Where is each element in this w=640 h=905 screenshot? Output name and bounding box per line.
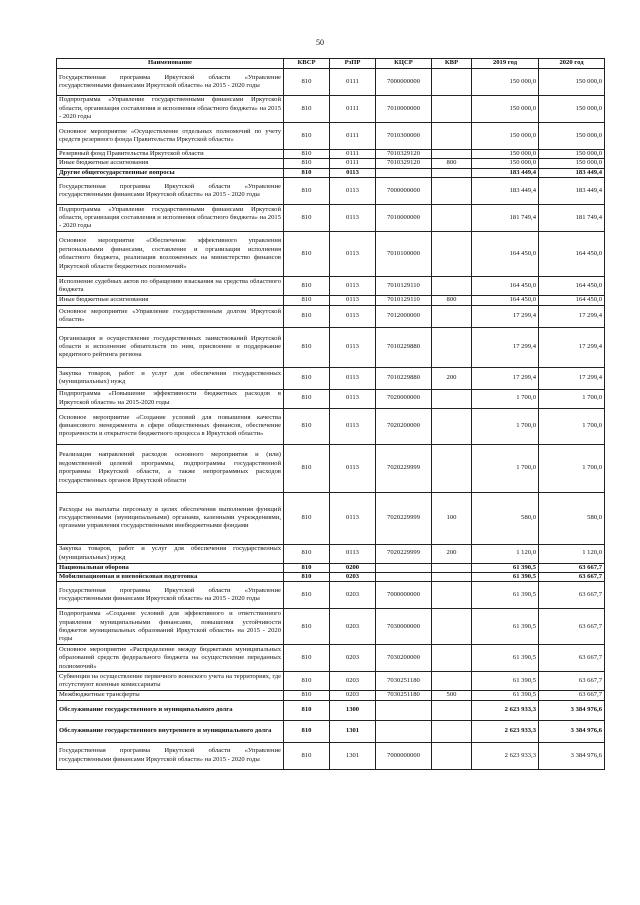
- cell-rzpr: 1301: [330, 742, 376, 769]
- cell-kvr: [432, 444, 472, 492]
- cell-2019: 164 450,0: [472, 296, 539, 305]
- cell-kvsr: 810: [284, 69, 330, 96]
- cell-2019: 61 390,5: [472, 609, 539, 645]
- cell-kcsr: 7030251180: [376, 672, 432, 691]
- cell-kvsr: 810: [284, 232, 330, 277]
- cell-rzpr: 0113: [330, 389, 376, 408]
- cell-2019: 61 390,5: [472, 645, 539, 672]
- table-body: [57, 69, 605, 770]
- cell-kvsr: 810: [284, 609, 330, 645]
- header-name: Наименование: [57, 59, 284, 69]
- cell-kvr: [432, 69, 472, 96]
- table-row: [57, 327, 605, 367]
- cell-2020: 183 449,4: [539, 168, 605, 177]
- cell-kcsr: 7020200000: [376, 408, 432, 444]
- cell-rzpr: 0113: [330, 492, 376, 544]
- cell-kcsr: 7000000000: [376, 742, 432, 769]
- cell-kcsr: 7010229880: [376, 367, 432, 389]
- cell-2020: 17 299,4: [539, 367, 605, 389]
- cell-2019: 164 450,0: [472, 232, 539, 277]
- cell-kvsr: 810: [284, 544, 330, 563]
- cell-name: Реализация направлений расходов основного мероприятия и (или) ведомственной целевой программы, подпрограммы государственной программы Иркутской области, а также непрограммных расходов государственных органов Иркутской области: [57, 444, 284, 492]
- cell-2020: 3 384 976,6: [539, 720, 605, 742]
- cell-kvsr: 810: [284, 742, 330, 769]
- table-row: [57, 389, 605, 408]
- cell-kvr: [432, 96, 472, 123]
- cell-2019: 2 623 933,3: [472, 700, 539, 720]
- cell-kvsr: 810: [284, 150, 330, 159]
- table-row: [57, 672, 605, 691]
- cell-kvr: [432, 389, 472, 408]
- cell-2020: 164 450,0: [539, 296, 605, 305]
- cell-kvsr: 810: [284, 327, 330, 367]
- cell-kvsr: 810: [284, 367, 330, 389]
- cell-2020: 63 667,7: [539, 609, 605, 645]
- cell-name: Государственная программа Иркутской области «Управление государственными финансами Иркутской области» на 2015 - 2020 годы: [57, 582, 284, 609]
- cell-kcsr: 7020000000: [376, 389, 432, 408]
- cell-rzpr: 1301: [330, 720, 376, 742]
- cell-kcsr: [376, 573, 432, 582]
- header-rzpr: РзПР: [330, 59, 376, 69]
- cell-rzpr: 0111: [330, 123, 376, 150]
- cell-name: Подпрограмма «Создание условий для эффективного и ответственного управления муниципальными финансами, повышения устойчивости бюджетов муниципальных образований Иркутской области» на 2015 - 2020 годы: [57, 609, 284, 645]
- cell-kvsr: 810: [284, 582, 330, 609]
- cell-2020: 164 450,0: [539, 277, 605, 296]
- cell-kvr: [432, 582, 472, 609]
- cell-rzpr: 0113: [330, 205, 376, 232]
- cell-kvsr: 810: [284, 159, 330, 168]
- cell-rzpr: 0203: [330, 582, 376, 609]
- cell-kvr: 800: [432, 159, 472, 168]
- cell-kvr: 800: [432, 296, 472, 305]
- cell-2019: 181 749,4: [472, 205, 539, 232]
- table-row: [57, 150, 605, 159]
- cell-2020: 17 299,4: [539, 327, 605, 367]
- cell-2019: 61 390,5: [472, 573, 539, 582]
- cell-kcsr: 7010100000: [376, 232, 432, 277]
- cell-kcsr: 7010000000: [376, 205, 432, 232]
- cell-2020: 63 667,7: [539, 672, 605, 691]
- cell-name: Основное мероприятие «Управление государственным долгом Иркутской области»: [57, 305, 284, 327]
- cell-name: Обслуживание государственного внутреннего и муниципального долга: [57, 720, 284, 742]
- cell-rzpr: 0111: [330, 96, 376, 123]
- cell-kvr: [432, 720, 472, 742]
- cell-kvr: [432, 742, 472, 769]
- cell-name: Государственная программа Иркутской области «Управление государственными финансами Иркутской области» на 2015 - 2020 годы: [57, 69, 284, 96]
- cell-2019: 150 000,0: [472, 159, 539, 168]
- table-row: [57, 645, 605, 672]
- cell-2019: 17 299,4: [472, 367, 539, 389]
- cell-kvr: [432, 168, 472, 177]
- cell-2020: 3 384 976,6: [539, 742, 605, 769]
- cell-2020: 183 449,4: [539, 178, 605, 205]
- cell-kvr: [432, 178, 472, 205]
- cell-2019: 61 390,5: [472, 672, 539, 691]
- cell-name: Резервный фонд Правительства Иркутской области: [57, 150, 284, 159]
- cell-kvsr: 810: [284, 123, 330, 150]
- cell-rzpr: 1300: [330, 700, 376, 720]
- cell-name: Организация и осуществление государственных заимствований Иркутской области и исполнение обязательств по ним, присвоение и поддержание кредитного рейтинга региона: [57, 327, 284, 367]
- cell-kvsr: 810: [284, 96, 330, 123]
- cell-2019: 1 700,0: [472, 408, 539, 444]
- budget-table: [56, 58, 605, 770]
- cell-kvr: [432, 609, 472, 645]
- cell-kvsr: 810: [284, 691, 330, 700]
- cell-kcsr: 7010329120: [376, 150, 432, 159]
- cell-kcsr: 7010129110: [376, 296, 432, 305]
- cell-rzpr: 0203: [330, 645, 376, 672]
- cell-rzpr: 0113: [330, 178, 376, 205]
- cell-2019: 183 449,4: [472, 178, 539, 205]
- cell-rzpr: 0113: [330, 277, 376, 296]
- table-row: [57, 205, 605, 232]
- cell-kcsr: 7010129110: [376, 277, 432, 296]
- budget-table-container: [56, 58, 604, 770]
- cell-2020: 150 000,0: [539, 159, 605, 168]
- table-row: [57, 69, 605, 96]
- cell-kvr: [432, 563, 472, 572]
- cell-2019: 1 120,0: [472, 544, 539, 563]
- cell-name: Подпрограмма «Управление государственными финансами Иркутской области, организация составления и исполнения областного бюджета» на 2015 - 2020 годы: [57, 96, 284, 123]
- cell-rzpr: 0203: [330, 609, 376, 645]
- cell-kvr: [432, 645, 472, 672]
- cell-rzpr: 0111: [330, 150, 376, 159]
- cell-kcsr: 7020229999: [376, 444, 432, 492]
- cell-2019: 61 390,5: [472, 563, 539, 572]
- cell-rzpr: 0113: [330, 232, 376, 277]
- cell-2019: 61 390,5: [472, 691, 539, 700]
- cell-kvsr: 810: [284, 492, 330, 544]
- table-row: [57, 178, 605, 205]
- cell-name: Основное мероприятие «Обеспечение эффективного управления региональными финансами, составление и организация исполнения областного бюджета, реализация возложенных на министерство финансов Иркутской области бюджетных полномочий»: [57, 232, 284, 277]
- cell-kcsr: 7010300000: [376, 123, 432, 150]
- cell-kvr: [432, 327, 472, 367]
- cell-kcsr: [376, 563, 432, 572]
- table-row: [57, 96, 605, 123]
- table-row: [57, 296, 605, 305]
- cell-2019: 150 000,0: [472, 123, 539, 150]
- cell-rzpr: 0113: [330, 305, 376, 327]
- page-number: 50: [316, 38, 324, 47]
- cell-rzpr: 0203: [330, 691, 376, 700]
- cell-name: Мобилизационная и вневойсковая подготовка: [57, 573, 284, 582]
- cell-2019: 17 299,4: [472, 327, 539, 367]
- cell-2019: 2 623 933,3: [472, 742, 539, 769]
- cell-kvsr: 810: [284, 205, 330, 232]
- cell-2019: 150 000,0: [472, 96, 539, 123]
- cell-kvsr: 810: [284, 444, 330, 492]
- table-row: [57, 492, 605, 544]
- cell-kcsr: 7030000000: [376, 609, 432, 645]
- cell-2020: 164 450,0: [539, 232, 605, 277]
- table-row: [57, 444, 605, 492]
- cell-name: Межбюджетные трансферты: [57, 691, 284, 700]
- cell-2020: 181 749,4: [539, 205, 605, 232]
- cell-kcsr: [376, 168, 432, 177]
- cell-name: Иные бюджетные ассигнования: [57, 296, 284, 305]
- table-row: [57, 700, 605, 720]
- cell-kvsr: 810: [284, 389, 330, 408]
- header-kvr: КВР: [432, 59, 472, 69]
- cell-2019: 1 700,0: [472, 389, 539, 408]
- table-row: [57, 582, 605, 609]
- cell-kvsr: 810: [284, 573, 330, 582]
- cell-2019: 580,0: [472, 492, 539, 544]
- header-kvsr: КВСР: [284, 59, 330, 69]
- cell-rzpr: 0113: [330, 408, 376, 444]
- cell-kcsr: 7000000000: [376, 69, 432, 96]
- cell-kvr: 200: [432, 367, 472, 389]
- header-2020: 2020 год: [539, 59, 605, 69]
- cell-name: Подпрограмма «Управление государственными финансами Иркутской области, организация составления и исполнения областного бюджета» на 2015 - 2020 годы: [57, 205, 284, 232]
- cell-name: Исполнение судебных актов по обращению взыскания на средства областного бюджета: [57, 277, 284, 296]
- cell-kvsr: 810: [284, 296, 330, 305]
- cell-kvr: [432, 277, 472, 296]
- cell-name: Субвенции на осуществление первичного воинского учета на территориях, где отсутствуют военные комиссариаты: [57, 672, 284, 691]
- cell-kvr: [432, 150, 472, 159]
- cell-kcsr: 7030251180: [376, 691, 432, 700]
- cell-name: Основное мероприятие «Распределение между бюджетами муниципальных образований средств федерального бюджета на осуществление переданных полномочий»: [57, 645, 284, 672]
- table-header-row: [57, 59, 605, 69]
- cell-2019: 150 000,0: [472, 69, 539, 96]
- cell-2019: 17 299,4: [472, 305, 539, 327]
- cell-kvr: 200: [432, 544, 472, 563]
- cell-2020: 1 700,0: [539, 408, 605, 444]
- cell-name: Государственная программа Иркутской области «Управление государственными финансами Иркутской области» на 2015 - 2020 годы: [57, 178, 284, 205]
- cell-2020: 1 700,0: [539, 389, 605, 408]
- cell-rzpr: 0203: [330, 672, 376, 691]
- cell-2020: 150 000,0: [539, 69, 605, 96]
- cell-rzpr: 0111: [330, 69, 376, 96]
- cell-name: Расходы на выплаты персоналу в целях обеспечения выполнения функций государственными (муниципальными) органами, казенными учреждениями, органами управления государственными внебюджетными фондами: [57, 492, 284, 544]
- cell-kvsr: 810: [284, 645, 330, 672]
- cell-2020: 63 667,7: [539, 691, 605, 700]
- cell-2020: 63 667,7: [539, 645, 605, 672]
- cell-rzpr: 0113: [330, 367, 376, 389]
- cell-rzpr: 0113: [330, 544, 376, 563]
- cell-2019: 2 623 933,3: [472, 720, 539, 742]
- cell-name: Государственная программа Иркутской области «Управление государственными финансами Иркутской области» на 2015 - 2020 годы: [57, 742, 284, 769]
- table-row: [57, 563, 605, 572]
- table-row: [57, 305, 605, 327]
- cell-kcsr: [376, 700, 432, 720]
- cell-2019: 150 000,0: [472, 150, 539, 159]
- cell-kvsr: 810: [284, 178, 330, 205]
- cell-kcsr: 7030200000: [376, 645, 432, 672]
- cell-kvsr: 810: [284, 700, 330, 720]
- table-row: [57, 691, 605, 700]
- cell-kcsr: 7000000000: [376, 178, 432, 205]
- cell-kcsr: [376, 720, 432, 742]
- cell-name: Иные бюджетные ассигнования: [57, 159, 284, 168]
- cell-kcsr: 7010329120: [376, 159, 432, 168]
- table-row: [57, 742, 605, 769]
- cell-2019: 1 700,0: [472, 444, 539, 492]
- cell-kvsr: 810: [284, 168, 330, 177]
- cell-rzpr: 0113: [330, 327, 376, 367]
- cell-2019: 61 390,5: [472, 582, 539, 609]
- cell-kvsr: 810: [284, 563, 330, 572]
- cell-name: Основное мероприятие «Осуществление отдельных полномочий по учету средств резервного фонда Правительства Иркутской области»: [57, 123, 284, 150]
- cell-kcsr: 7000000000: [376, 582, 432, 609]
- cell-name: Основное мероприятие «Создание условий для повышения качества финансового менеджмента в сфере общественных финансов, обеспечение прозрачности и открытости бюджетного процесса в Иркутской области»: [57, 408, 284, 444]
- cell-kvsr: 810: [284, 672, 330, 691]
- cell-kcsr: 7010000000: [376, 96, 432, 123]
- cell-name: Другие общегосударственные вопросы: [57, 168, 284, 177]
- cell-rzpr: 0113: [330, 168, 376, 177]
- header-2019: 2019 год: [472, 59, 539, 69]
- cell-kvr: [432, 700, 472, 720]
- cell-name: Закупка товаров, работ и услуг для обеспечения государственных (муниципальных) нужд: [57, 544, 284, 563]
- cell-2020: 150 000,0: [539, 123, 605, 150]
- cell-kvsr: 810: [284, 277, 330, 296]
- cell-kvr: 100: [432, 492, 472, 544]
- table-row: [57, 232, 605, 277]
- table-row: [57, 123, 605, 150]
- cell-kvr: [432, 573, 472, 582]
- table-row: [57, 168, 605, 177]
- cell-rzpr: 0111: [330, 159, 376, 168]
- cell-kvsr: 810: [284, 408, 330, 444]
- cell-name: Обслуживание государственного и муниципального долга: [57, 700, 284, 720]
- table-row: [57, 720, 605, 742]
- cell-2020: 63 667,7: [539, 563, 605, 572]
- cell-kvr: [432, 123, 472, 150]
- table-row: [57, 609, 605, 645]
- cell-kvr: 500: [432, 691, 472, 700]
- cell-2020: 150 000,0: [539, 96, 605, 123]
- cell-2020: 63 667,7: [539, 573, 605, 582]
- cell-kvsr: 810: [284, 305, 330, 327]
- table-row: [57, 544, 605, 563]
- cell-kcsr: 7010229880: [376, 327, 432, 367]
- cell-rzpr: 0113: [330, 444, 376, 492]
- cell-2019: 183 449,4: [472, 168, 539, 177]
- table-row: [57, 159, 605, 168]
- cell-name: Закупка товаров, работ и услуг для обеспечения государственных (муниципальных) нужд: [57, 367, 284, 389]
- table-row: [57, 573, 605, 582]
- table-row: [57, 367, 605, 389]
- cell-2020: 1 700,0: [539, 444, 605, 492]
- cell-kvr: [432, 305, 472, 327]
- cell-rzpr: 0200: [330, 563, 376, 572]
- cell-kvr: [432, 232, 472, 277]
- cell-2020: 3 384 976,6: [539, 700, 605, 720]
- cell-2019: 164 450,0: [472, 277, 539, 296]
- header-kcsr: КЦСР: [376, 59, 432, 69]
- cell-2020: 63 667,7: [539, 582, 605, 609]
- cell-kvsr: 810: [284, 720, 330, 742]
- cell-2020: 17 299,4: [539, 305, 605, 327]
- table-row: [57, 277, 605, 296]
- cell-kcsr: 7012000000: [376, 305, 432, 327]
- cell-kvr: [432, 672, 472, 691]
- cell-kvr: [432, 205, 472, 232]
- cell-rzpr: 0203: [330, 573, 376, 582]
- cell-2020: 580,0: [539, 492, 605, 544]
- cell-2020: 150 000,0: [539, 150, 605, 159]
- cell-kcsr: 7020229999: [376, 492, 432, 544]
- table-row: [57, 408, 605, 444]
- cell-kvr: [432, 408, 472, 444]
- cell-name: Подпрограмма «Повышение эффективности бюджетных расходов в Иркутской области» на 2015-2020 годы: [57, 389, 284, 408]
- cell-2020: 1 120,0: [539, 544, 605, 563]
- cell-name: Национальная оборона: [57, 563, 284, 572]
- cell-rzpr: 0113: [330, 296, 376, 305]
- cell-kcsr: 7020229999: [376, 544, 432, 563]
